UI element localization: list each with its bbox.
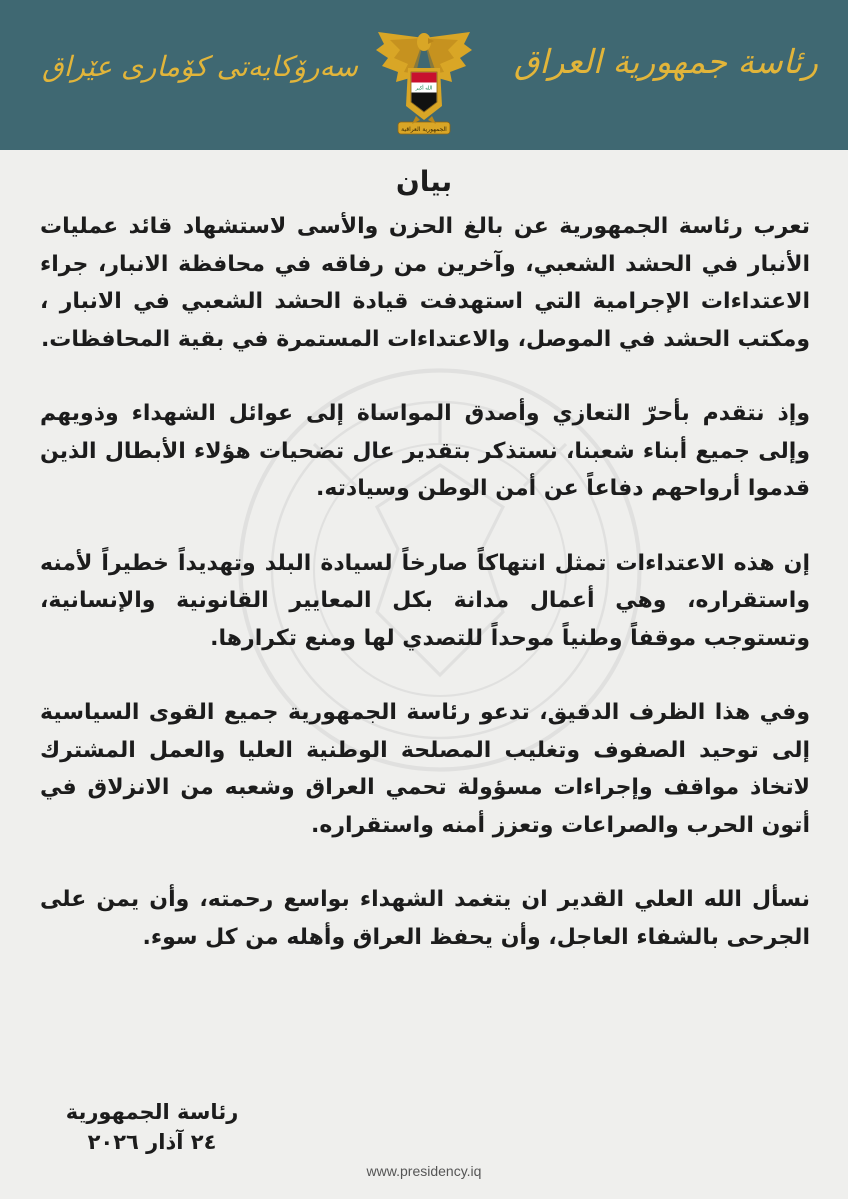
brand-arabic-logotype: رئاسة جمهورية العراق bbox=[513, 42, 818, 81]
statement-paragraph: وإذ نتقدم بأحرّ التعازي وأصدق المواساة إلى عوائل الشهداء وذويهم وإلى جميع أبناء شعبنا، نستذكر بتقدير عال تضحيات هؤلاء الأبطال الذين قدموا أرواحهم دفاعاً عن أمن الوطن وسيادته. bbox=[40, 401, 810, 501]
iraq-eagle-emblem-icon bbox=[370, 28, 478, 144]
statement-paragraph: وفي هذا الظرف الدقيق، تدعو رئاسة الجمهورية جميع القوى السياسية إلى توحيد الصفوف وتغليب المصلحة الوطنية العليا والعمل المشترك لاتخاذ مواقف وإجراءات مسؤولة تحمي العراق وشعبه من الانزلاق في أتون الحرب والصراعات وتعزز أمنه واستقراره. bbox=[40, 700, 810, 838]
emblem-flag-text: الله أكبر bbox=[415, 85, 433, 92]
statement-body bbox=[40, 208, 810, 993]
statement-date: ٢٤ آذار ٢٠٢٦ bbox=[87, 1130, 217, 1154]
statement-paragraph: إن هذه الاعتداءات تمثل انتهاكاً صارخاً لسيادة البلد وتهديداً خطيراً لأمنه واستقراره، وهي أعمال مدانة بكل المعايير القانونية والإنسانية، وتستوجب موقفاً وطنياً موحداً للتصدي لها ومنع تكرارها. bbox=[40, 550, 810, 651]
statement-paragraph: تعرب رئاسة الجمهورية عن بالغ الحزن والأسى لاستشهاد قائد عمليات الأنبار في الحشد الشعبي، وآخرين من رفاقه في محافظة الانبار، جراء الاعتداءات الإجرامية التي استهدفت قيادة الحشد الشعبي في الانبار ، ومكتب الحشد في الموصل، والاعتداءات المستمرة في بقية المحافظات. bbox=[40, 214, 810, 352]
signature: رئاسة الجمهورية bbox=[65, 1100, 239, 1124]
brand-kurdish-logotype: سەرۆکایەتی کۆماری عێراق bbox=[42, 50, 358, 83]
signature-block bbox=[62, 1097, 242, 1157]
page-header bbox=[0, 0, 848, 150]
statement-title: بيان bbox=[395, 165, 453, 198]
website-link[interactable]: www.presidency.iq bbox=[366, 1163, 482, 1179]
emblem-caption: الجمهورية العراقية bbox=[401, 126, 447, 133]
statement-paragraph: نسأل الله العلي القدير ان يتغمد الشهداء بواسع رحمته، وأن يمن على الجرحى بالشفاء العاجل، وأن يحفظ العراق وأهله من كل سوء. bbox=[40, 887, 810, 950]
